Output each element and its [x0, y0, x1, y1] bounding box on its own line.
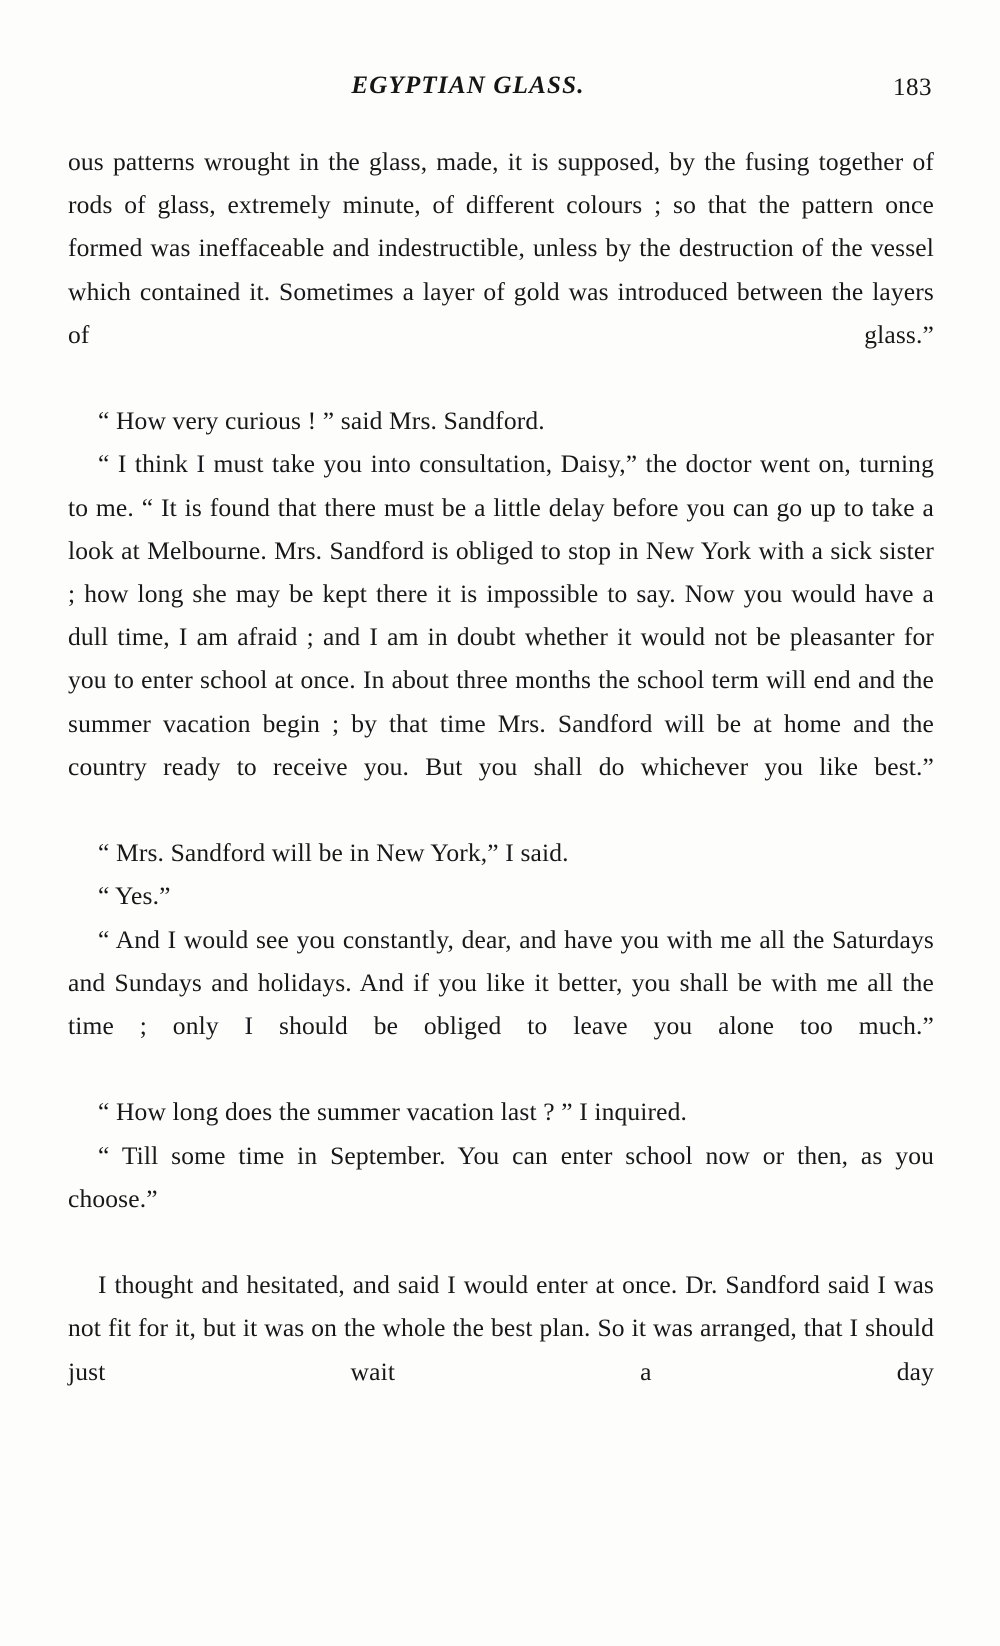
paragraph: “ And I would see you constantly, dear, and have you with me all the Saturdays and Sundays and holidays. And if you like it better, you shall be with me all the time ; only I should be obliged to leave you alone too much.”	[68, 924, 934, 1041]
page-number: 183	[893, 74, 932, 101]
paragraph: “ Yes.”	[98, 881, 171, 911]
page-body	[68, 140, 934, 1436]
paragraph: ous patterns wrought in the glass, made, it is supposed, by the fusing together of rods of glass, extremely minute, of different colours ; so that the pattern once formed was ineffaceable and indestructible, unless by the destruction of the vessel which contained it. Sometimes a layer of gold was introduced between the layers of glass.”	[68, 147, 934, 349]
paragraph: “ How very curious ! ” said Mrs. Sandford.	[98, 406, 545, 436]
paragraph: “ Mrs. Sandford will be in New York,” I said.	[98, 838, 569, 868]
running-title: EGYPTIAN GLASS.	[351, 72, 585, 99]
paragraph: I thought and hesitated, and said I would enter at once. Dr. Sandford said I was not fit for it, but it was on the whole the best plan. So it was arranged, that I should just wait a day	[68, 1270, 934, 1386]
page-header	[68, 72, 932, 112]
paragraph: “ I think I must take you into consultation, Daisy,” the doctor went on, turning to me. “ It is found that there must be a little delay before you can go up to take a look at Melbourne. Mrs. Sandford is obliged to stop in New York with a sick sister ; how long she may be kept there it is impossible to say. Now you would have a dull time, I am afraid ; and I am in doubt whether it would not be pleasanter for you to enter school at once. In about three months the school term will end and the summer vacation begin ; by that time Mrs. Sandford will be at home and the country ready to receive you. But you shall do whichever you like best.”	[68, 449, 934, 781]
paragraph: “ How long does the summer vacation last ? ” I inquired.	[98, 1097, 688, 1127]
paragraph: “ Till some time in September. You can enter school now or then, as you choose.”	[68, 1140, 934, 1213]
